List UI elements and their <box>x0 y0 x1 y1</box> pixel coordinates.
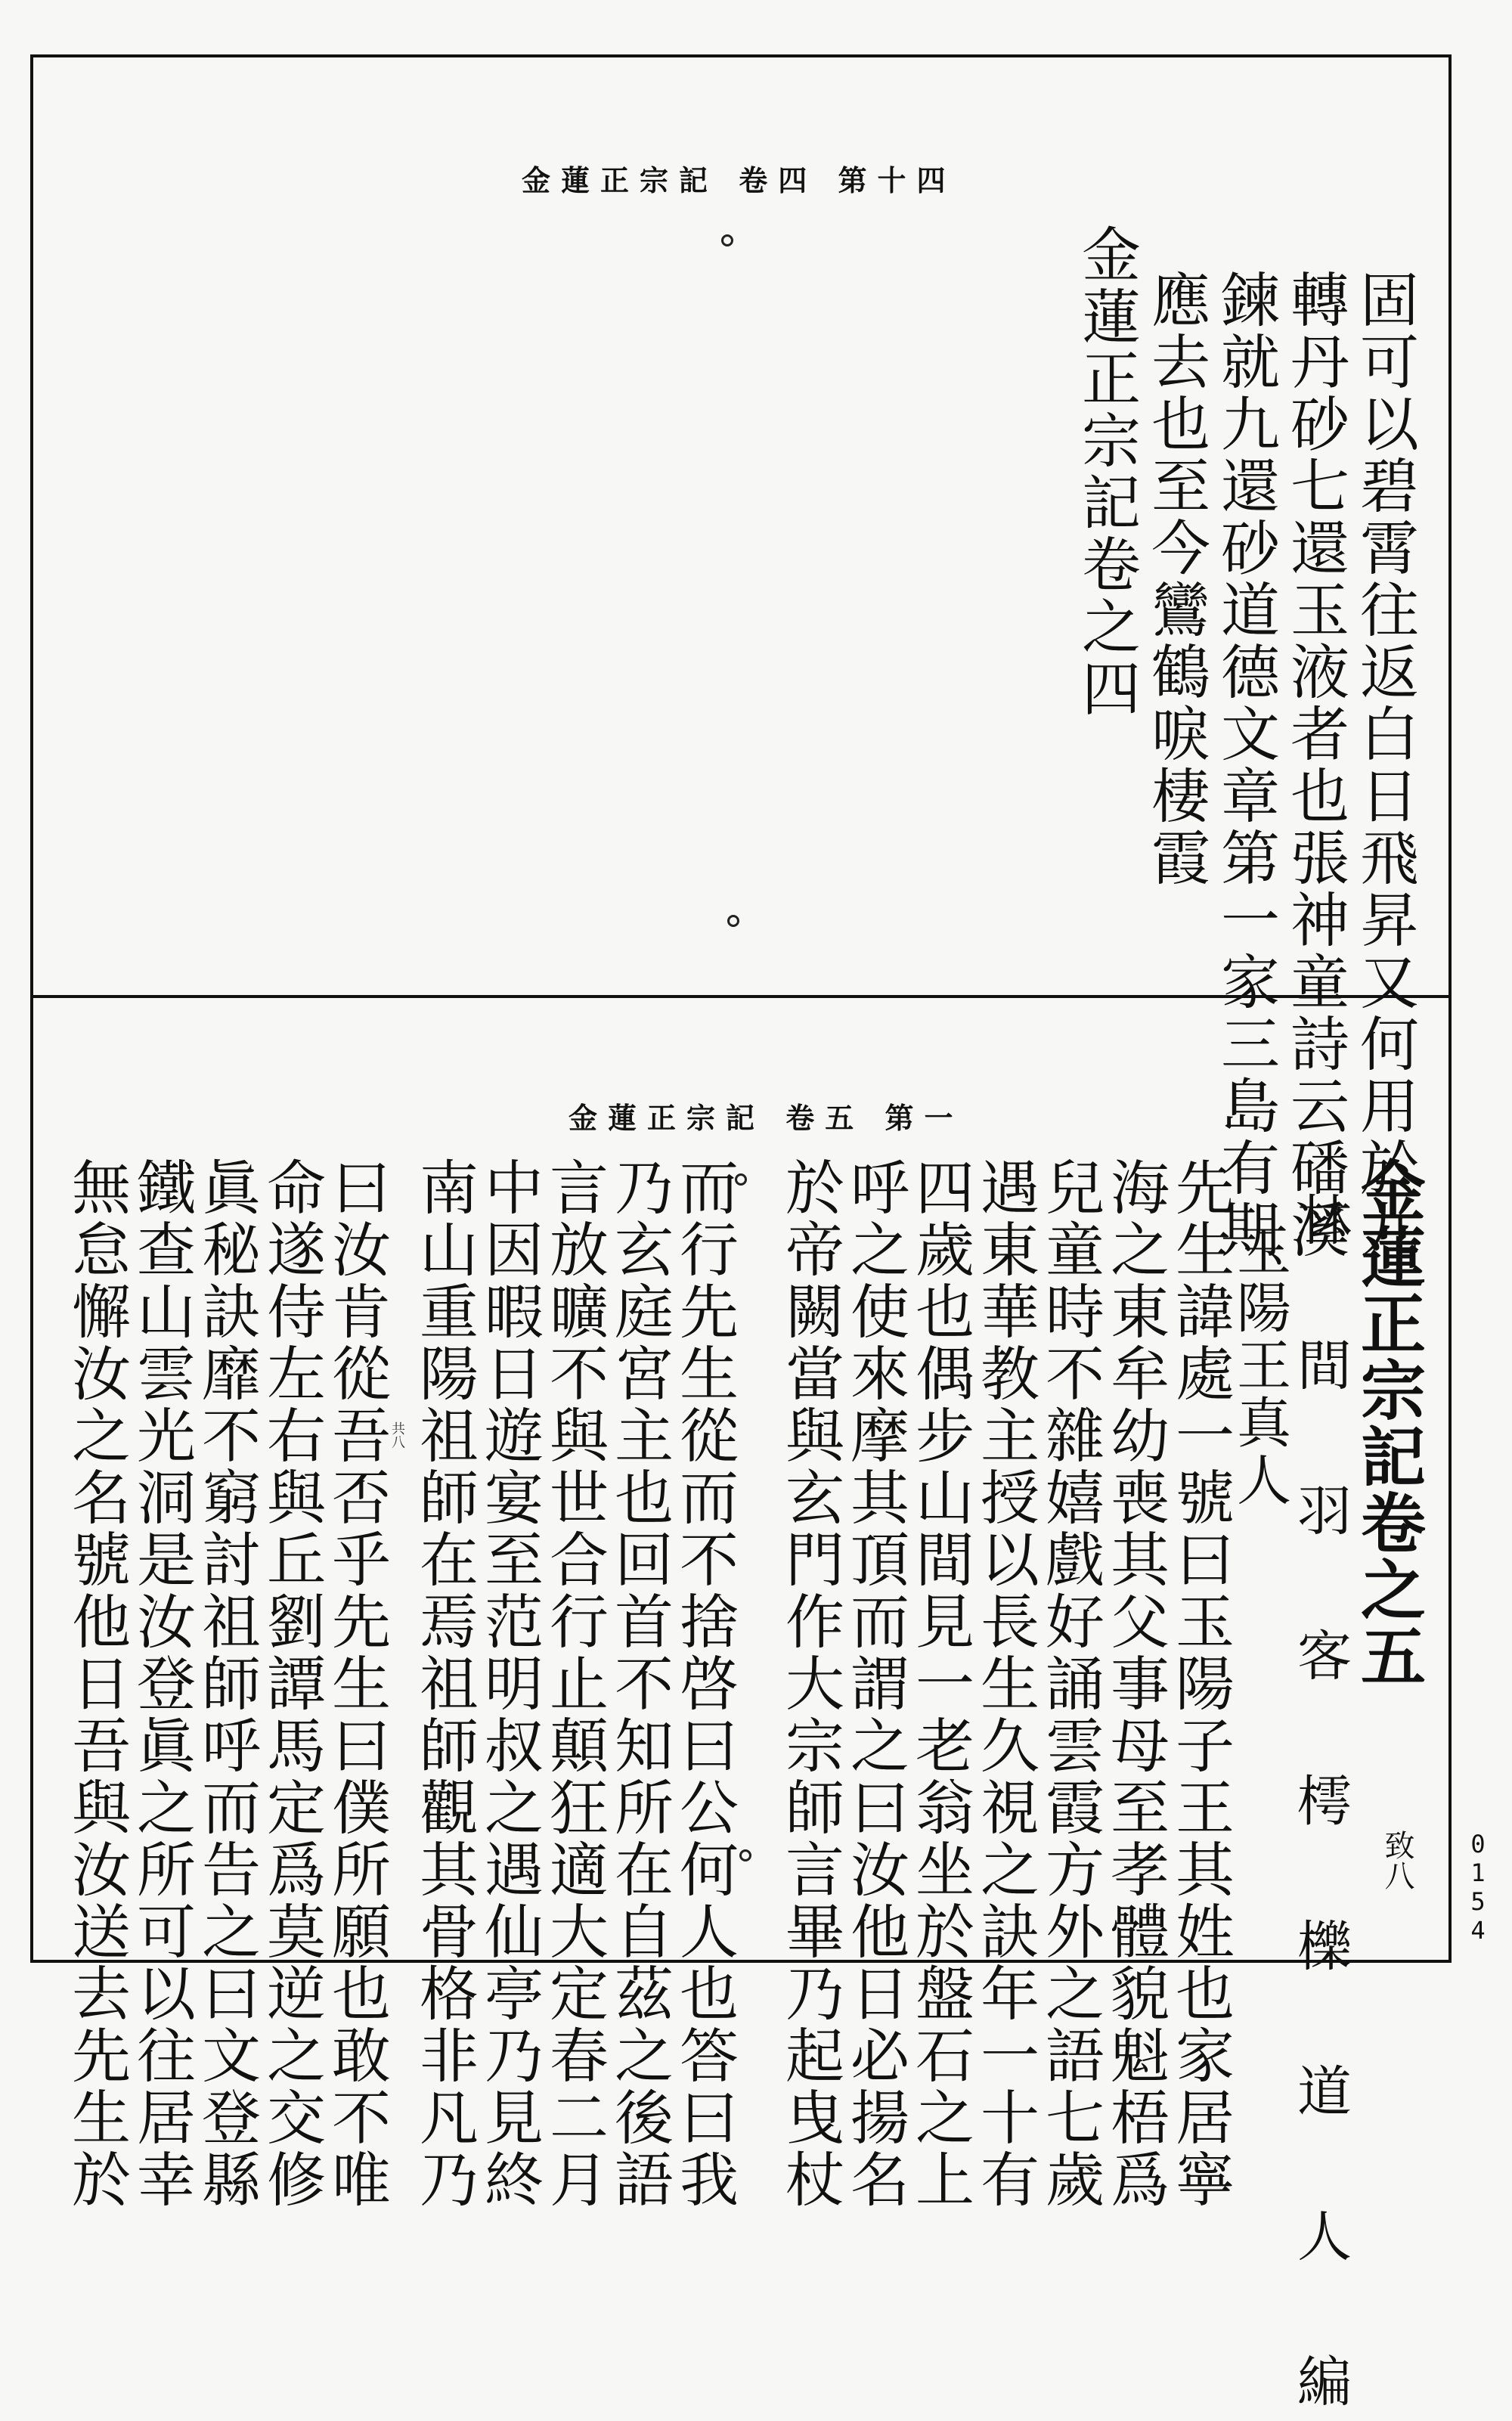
chapter-title: 金蓮正宗記卷之五 <box>1349 1157 1426 1689</box>
section-subtitle: 玉陽王真人 <box>1228 1222 1291 1509</box>
text-column: 南山重陽祖師在焉祖師觀其骨格非凡乃 <box>410 1157 478 2211</box>
text-column: 應去也至今鸞鶴唳棲霞 <box>1142 269 1210 889</box>
author-line: 林 間 羽 客 樗 櫟 道 人 編 <box>1288 1192 1352 2421</box>
text-column: 海之東牟幼喪其父事母至孝體貌魁梧爲 <box>1101 1157 1169 2211</box>
text-column: 乃玄庭宮主也回首不知所在自茲之後語 <box>605 1157 673 2211</box>
text-column: 先生諱處一號曰玉陽子王其姓也家居寧 <box>1166 1157 1234 2211</box>
text-column: 於帝闕當與玄門作大宗師言畢乃起曳杖 <box>776 1157 844 2211</box>
closing-title: 金蓮正宗記卷之四 <box>1072 224 1140 720</box>
binding-hole-marker <box>739 1849 751 1861</box>
text-column: 呼之使來摩其頂而謂之曰汝他日必揚名 <box>841 1157 909 2211</box>
text-column: 固可以碧霄往返白日飛昇又何用於九 <box>1350 269 1418 1261</box>
text-column: 無怠懈汝之名號他日吾與汝送去先生於 <box>62 1157 130 2211</box>
binding-hole-marker <box>721 234 733 246</box>
text-column: 鐵查山雲光洞是汝登眞之所可以往居幸 <box>127 1157 195 2211</box>
text-column: 兒童時不雜嬉戲好誦雲霞方外之語七歲 <box>1036 1157 1104 2211</box>
marginal-note: 共八 <box>389 1421 405 1449</box>
text-column: 中因暇日遊宴至范明叔之遇仙亭乃見終 <box>475 1157 543 2211</box>
text-column: 眞秘訣靡不窮討祖師呼而告之曰文登縣 <box>192 1157 260 2211</box>
text-column: 鍊就九還砂道德文章第一家三島有期 <box>1211 269 1279 1261</box>
binding-hole-marker <box>727 915 739 927</box>
top-page-header: 金蓮正宗記 卷四 第十四 <box>522 163 956 197</box>
text-column: 遇東華教主授以長生久視之訣年一十有 <box>971 1157 1039 2211</box>
fold-mark: 致八 <box>1380 1830 1414 1890</box>
text-column: 轉丹砂七還玉液者也張神童詩云磻溪 <box>1281 269 1349 1261</box>
text-column: 四歲也偶步山間見一老翁坐於盤石之上 <box>906 1157 974 2211</box>
text-column: 言放曠不與世合行止顛狂適大定春二月 <box>540 1157 608 2211</box>
bottom-page-header: 金蓮正宗記 卷五 第一 <box>569 1101 964 1135</box>
text-column: 而行先生從而不捨啓曰公何人也答曰我 <box>670 1157 738 2211</box>
text-column: 曰汝肯從吾否乎先生曰僕所願也敢不唯 <box>322 1157 390 2211</box>
text-column: 命遂侍左右與丘劉譚馬定爲莫逆之交修 <box>257 1157 325 2211</box>
page-number: 0154 <box>1464 1830 1492 1945</box>
